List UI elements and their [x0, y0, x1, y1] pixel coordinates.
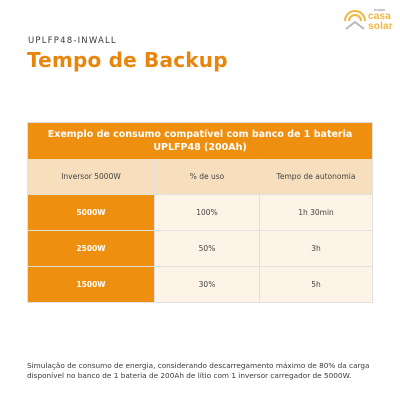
backup-table	[27, 122, 373, 303]
column-header-autonomy: Tempo de autonomia	[259, 159, 372, 194]
sun-house-icon	[342, 9, 368, 31]
row-power: 1500W	[28, 267, 154, 302]
logo-line1: casa	[368, 11, 392, 22]
table-row	[28, 266, 372, 302]
brand-logo	[342, 8, 394, 34]
footnote: Simulação de consumo de energia, considerando descarregamento máximo de 80% da carga disponível no banco de 1 bateria de 200Ah de lítio com 1 inversor carregador de 5000W.	[27, 361, 370, 380]
table-title-line1: Exemplo de consumo compatível com banco de 1 bateria	[47, 129, 353, 140]
column-header-inverter: Inversor 5000W	[28, 159, 154, 194]
table-header-row	[28, 159, 372, 194]
table-title	[28, 123, 372, 159]
logo-line2: solar	[368, 21, 393, 32]
logo-small-text: nossa	[374, 7, 385, 12]
row-power: 2500W	[28, 231, 154, 266]
table-row	[28, 194, 372, 230]
row-usage: 30%	[154, 267, 259, 302]
row-autonomy: 5h	[259, 267, 372, 302]
row-autonomy: 1h 30min	[259, 195, 372, 230]
row-usage: 100%	[154, 195, 259, 230]
table-row	[28, 230, 372, 266]
row-usage: 50%	[154, 231, 259, 266]
column-header-usage: % de uso	[154, 159, 259, 194]
row-power: 5000W	[28, 195, 154, 230]
product-code: UPLFP48-INWALL	[28, 36, 117, 46]
logo-text	[368, 8, 393, 32]
page-title: Tempo de Backup	[27, 48, 228, 72]
table-title-line2: UPLFP48 (200Ah)	[153, 142, 247, 153]
row-autonomy: 3h	[259, 231, 372, 266]
